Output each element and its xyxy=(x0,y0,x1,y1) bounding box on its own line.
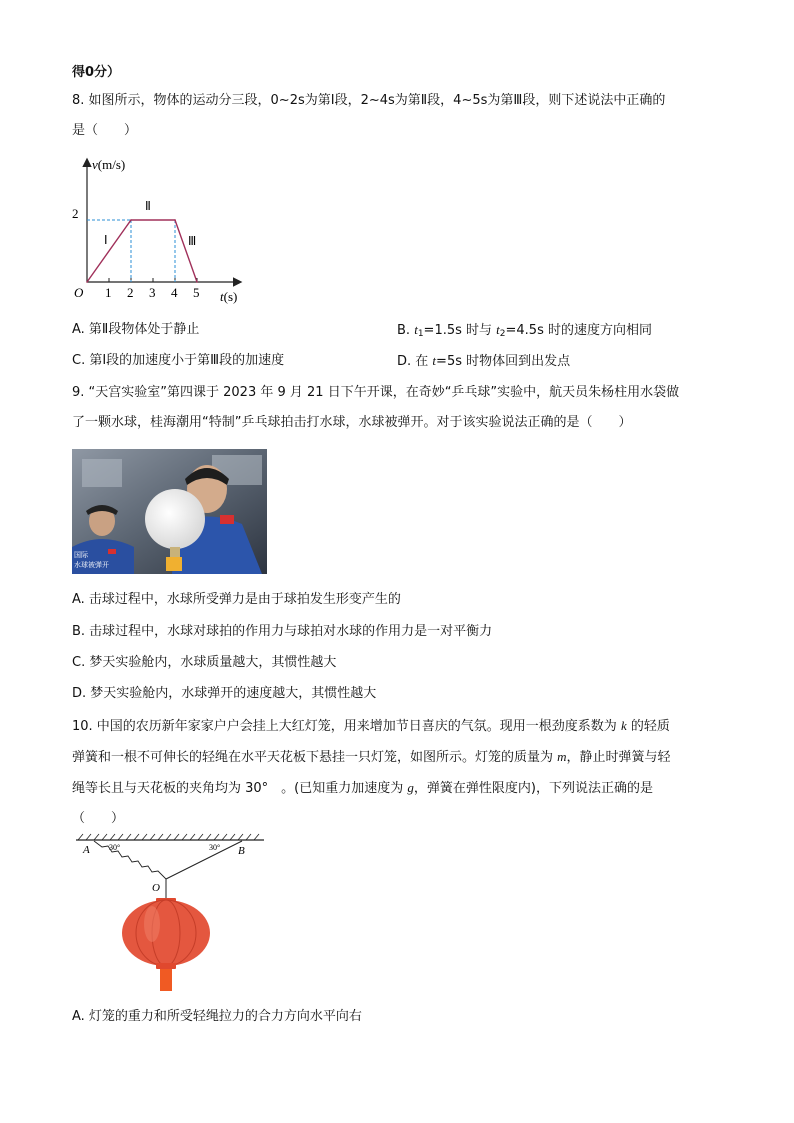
vt-point-3 xyxy=(196,281,198,283)
x-tick-label-3: 3 xyxy=(149,285,156,300)
q10-stem-line2: 弹簧和一根不可伸长的轻绳在水平天花板下悬挂一只灯笼，如图所示。灯笼的质量为 m，静止时弹簧与轻 xyxy=(72,749,671,765)
vt-point-0 xyxy=(86,281,88,283)
point-a-label: A xyxy=(83,844,90,856)
q9-option-b[interactable]: B. 击球过程中，水球对球拍的作用力与球拍对水球的作用力是一对平衡力 xyxy=(72,624,493,639)
q10-stem-line4: （ ） xyxy=(72,811,125,826)
segment-label-1: Ⅰ xyxy=(104,233,108,247)
q9-option-d[interactable]: D. 梦天实验舱内，水球弹开的速度越大，其惯性越大 xyxy=(72,686,377,701)
q8-option-d[interactable]: D. 在 t=5s 时物体回到出发点 xyxy=(397,353,571,369)
red-lantern xyxy=(122,898,210,991)
x-tick-label-5: 5 xyxy=(193,285,200,300)
q8-option-b[interactable]: B. $t_1=1.5s$ 时与 $t_2=4.5s$ 时的速度方向相同 xyxy=(397,322,652,339)
x-tick-label-1: 1 xyxy=(105,285,112,300)
score-note: 得0分） xyxy=(72,65,121,80)
angle-right-label: 30° xyxy=(209,843,221,852)
q10-option-a[interactable]: A. 灯笼的重力和所受轻绳拉力的合力方向水平向右 xyxy=(72,1009,362,1024)
point-o-label: O xyxy=(152,882,160,894)
photo-caption: 水球被弹开 xyxy=(74,561,109,569)
x-tick-labels xyxy=(105,285,200,300)
q8-option-c[interactable]: C. 第Ⅰ段的加速度小于第Ⅲ段的加速度 xyxy=(72,353,285,368)
origin-label: O xyxy=(74,285,84,300)
point-b-label: B xyxy=(238,845,245,857)
x-tick-label-2: 2 xyxy=(127,285,134,300)
q8-stem-line2: 是（ ） xyxy=(72,123,138,138)
segment-label-2: Ⅱ xyxy=(145,199,151,213)
q10-stem-line1: 10. 中国的农历新年家家户户会挂上大红灯笼，用来增加节日喜庆的气氛。现用一根劲度系数为 k 的轻质 xyxy=(72,718,670,734)
q10-stem-line3: 绳等长且与天花板的夹角均为 30° 。(已知重力加速度为 g，弹簧在弹性限度内)，下列说法正确的是 xyxy=(72,780,653,796)
ceiling-hatch xyxy=(78,834,259,840)
q9-option-c[interactable]: C. 梦天实验舱内，水球质量越大，其惯性越大 xyxy=(72,655,337,670)
vt-point-2 xyxy=(174,219,176,221)
y-tick-label: 2 xyxy=(72,206,79,221)
segment-label-3: Ⅲ xyxy=(188,234,197,248)
y-axis-label: v(m/s) xyxy=(92,157,126,172)
q9-option-a[interactable]: A. 击球过程中，水球所受弹力是由于球拍发生形变产生的 xyxy=(72,592,401,607)
q9-stem-line1: 9. “天宫实验室”第四课于 2023 年 9 月 21 日下午开课，在奇妙“乒乓球”实验中，航天员朱杨柱用水袋做 xyxy=(72,385,680,400)
angle-left-label: 30° xyxy=(109,843,121,852)
x-axis-label: t(s) xyxy=(220,289,238,304)
svg-text:国际: 国际 xyxy=(74,551,88,559)
vt-point-1 xyxy=(130,219,132,221)
x-tick-label-4: 4 xyxy=(171,285,178,300)
q8-stem-line1: 8. 如图所示，物体的运动分三段，0~2s为第Ⅰ段，2~4s为第Ⅱ段，4~5s为第Ⅲ段，则下述说法中正确的 xyxy=(72,93,666,108)
dashed-guides xyxy=(87,220,175,282)
q8-option-a[interactable]: A. 第Ⅱ段物体处于静止 xyxy=(72,322,200,337)
q9-stem-line2: 了一颗水球，桂海潮用“特制”乒乓球拍击打水球，水球被弹开。对于该实验说法正确的是（ ） xyxy=(72,415,632,430)
rope xyxy=(166,841,242,879)
vt-series-line xyxy=(87,220,197,282)
lantern-figure xyxy=(72,832,272,1002)
space-experiment-photo xyxy=(72,449,267,574)
spring xyxy=(94,841,166,879)
vt-chart xyxy=(72,152,262,307)
